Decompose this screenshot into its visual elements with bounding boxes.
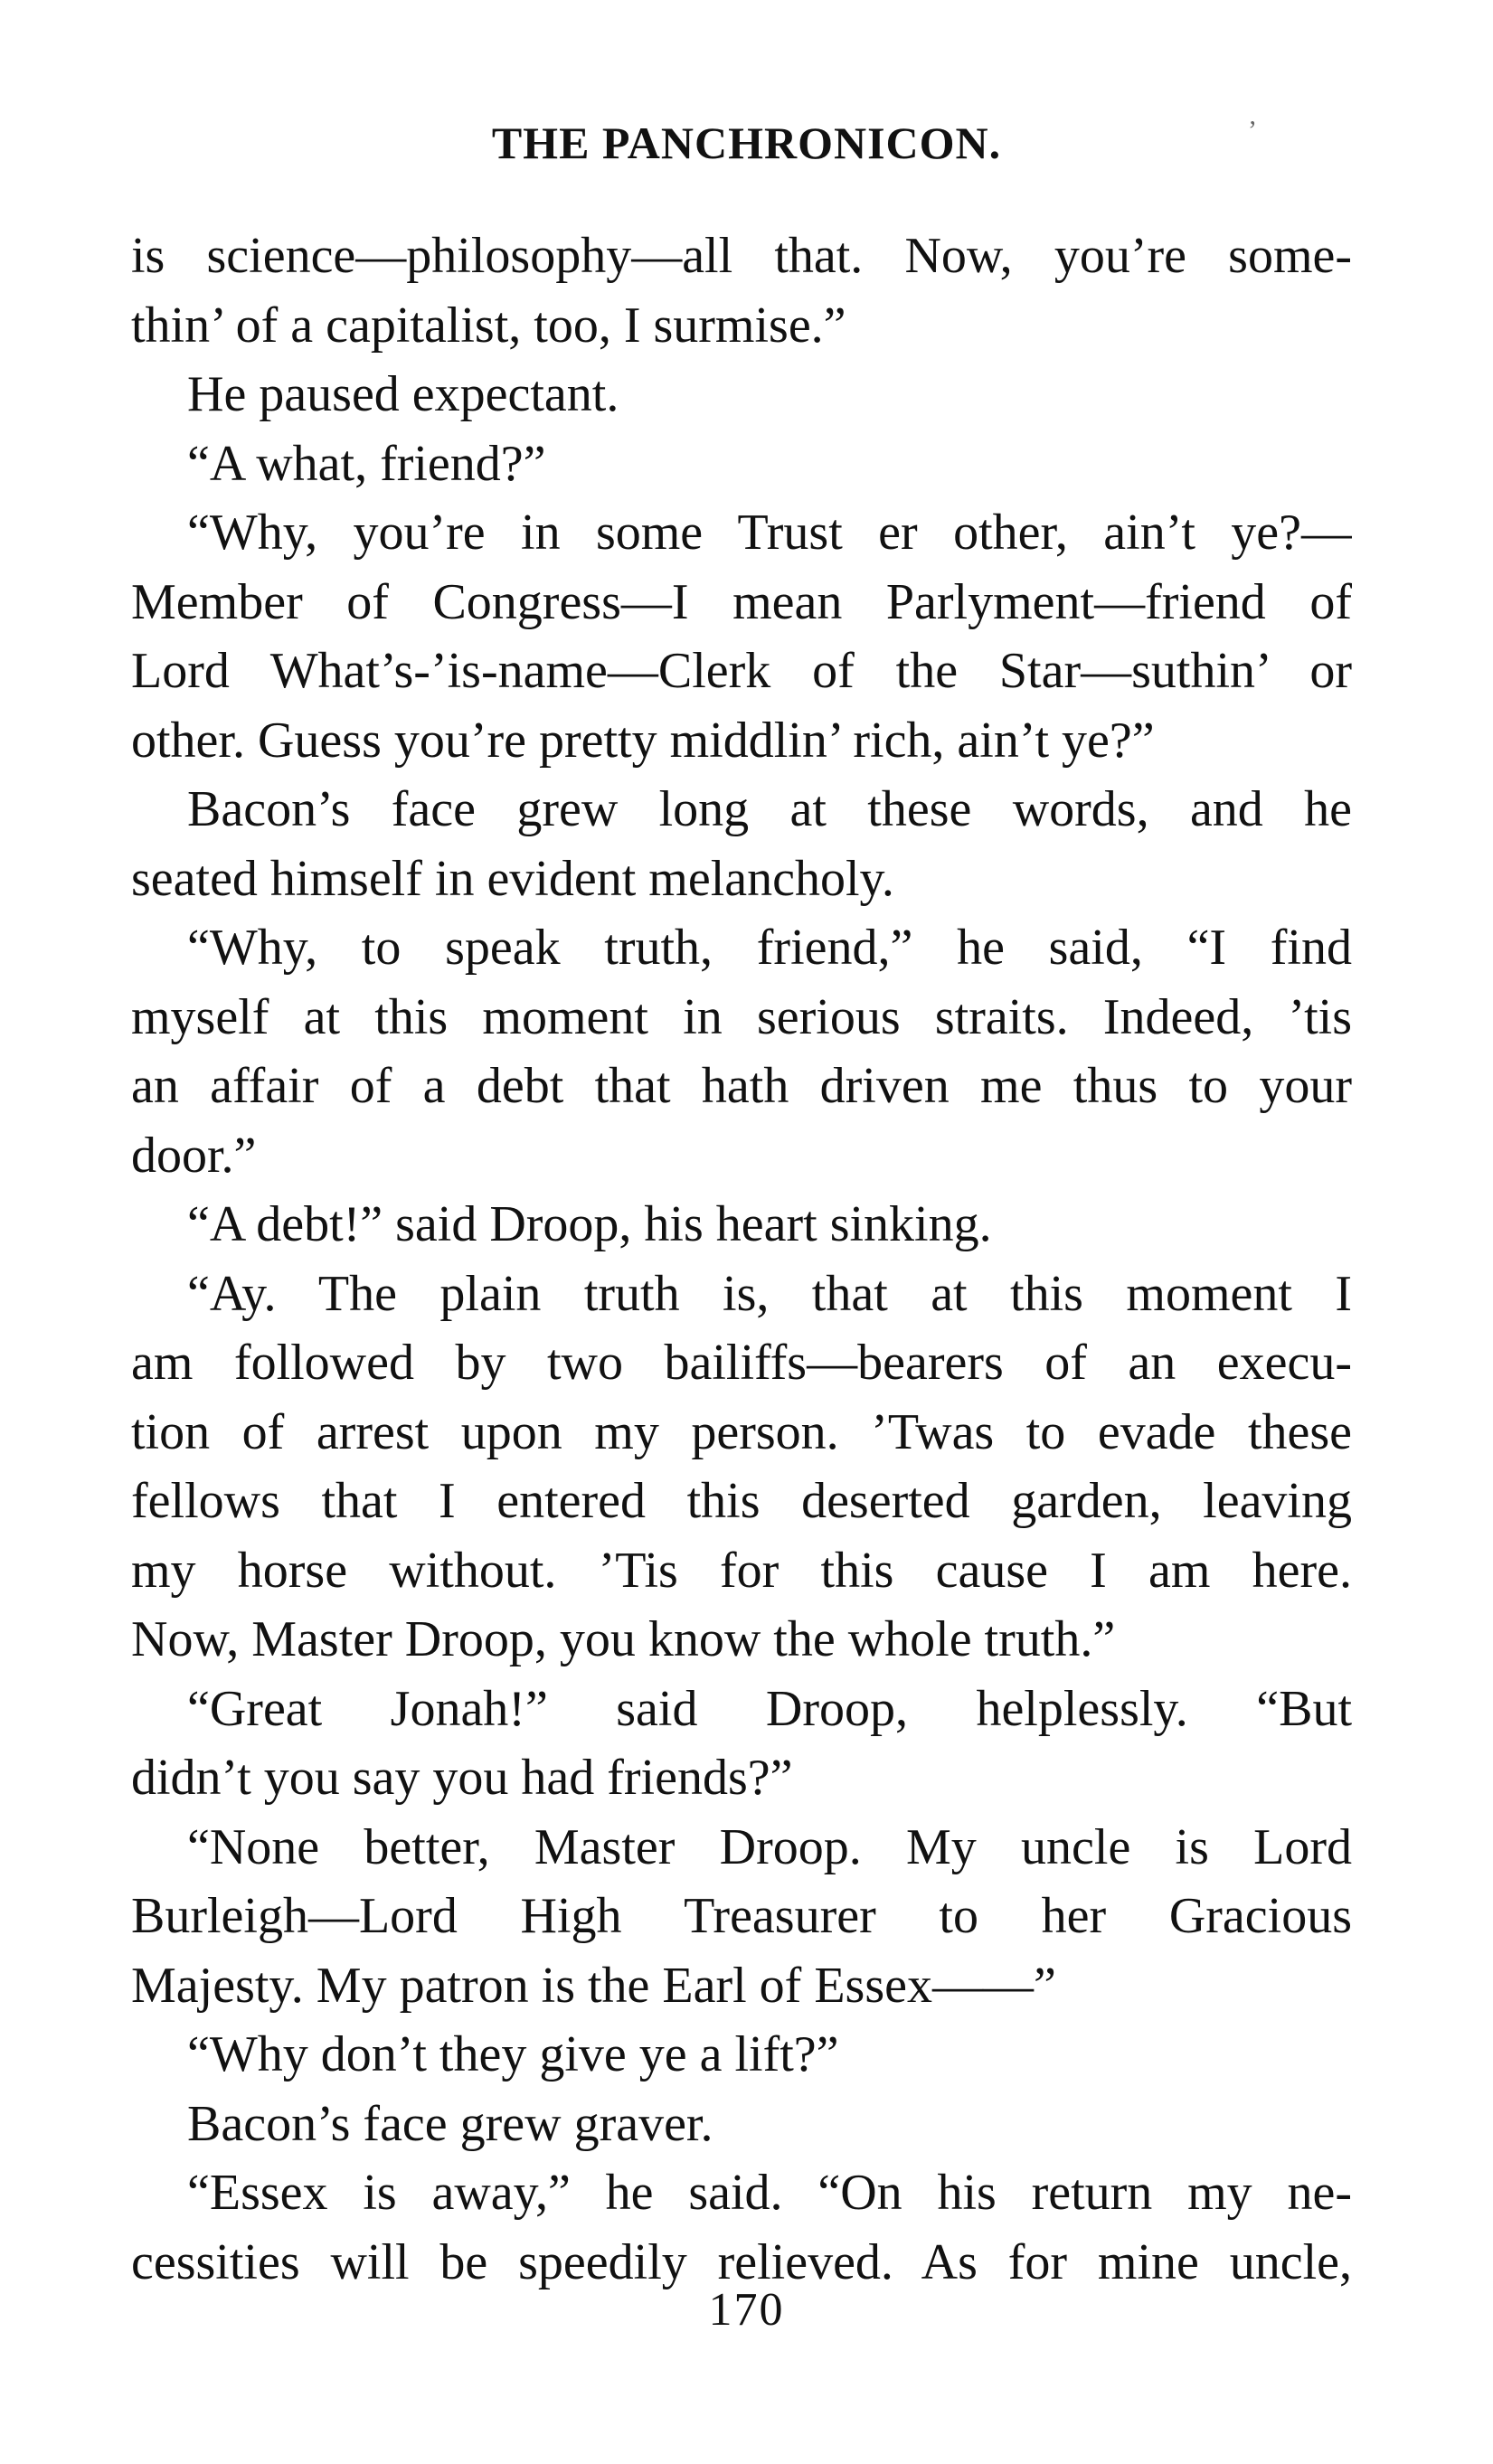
text-line: Burleigh—Lord High Treasurer to her Gracious bbox=[131, 1888, 1352, 1944]
text-line: “Why don’t they give ye a lift?” bbox=[187, 2026, 839, 2082]
text-line: Bacon’s face grew long at these words, and he bbox=[187, 781, 1352, 837]
text-line: is science—philosophy—all that. Now, you’re some- bbox=[131, 228, 1352, 284]
text-line: cessities will be speedily relieved. As for mine uncle, bbox=[131, 2233, 1352, 2290]
text-line: “Ay. The plain truth is, that at this moment I bbox=[187, 1265, 1352, 1322]
text-line: door.” bbox=[131, 1127, 257, 1184]
running-head: THE PANCHRONICON. bbox=[491, 118, 1002, 168]
text-line: my horse without. ’Tis for this cause I am here. bbox=[131, 1542, 1352, 1599]
text-line: “Great Jonah!” said Droop, helplessly. “But bbox=[187, 1680, 1352, 1737]
text-line: tion of arrest upon my person. ’Twas to evade these bbox=[131, 1403, 1352, 1460]
text-line: “A what, friend?” bbox=[187, 435, 546, 492]
text-line: Majesty. My patron is the Earl of Essex——” bbox=[131, 1957, 1056, 2014]
text-line: “A debt!” said Droop, his heart sinking. bbox=[187, 1196, 992, 1252]
page-number: 170 bbox=[708, 2284, 785, 2336]
body-text bbox=[131, 222, 1352, 2297]
text-line: an affair of a debt that hath driven me thus to your bbox=[131, 1058, 1352, 1114]
text-line: thin’ of a capitalist, too, I surmise.” bbox=[131, 297, 846, 354]
text-line: Now, Master Droop, you know the whole truth.” bbox=[131, 1611, 1116, 1667]
text-line: “Why, to speak truth, friend,” he said, “I find bbox=[187, 920, 1352, 976]
text-line: am followed by two bailiffs—bearers of an execu- bbox=[131, 1335, 1352, 1391]
text-line: “None better, Master Droop. My uncle is Lord bbox=[187, 1818, 1352, 1875]
text-line: didn’t you say you had friends?” bbox=[131, 1750, 793, 1806]
text-line: Bacon’s face grew graver. bbox=[187, 2095, 713, 2152]
text-line: other. Guess you’re pretty middlin’ rich, ain’t ye?” bbox=[131, 712, 1155, 769]
text-line: fellows that I entered this deserted garden, leaving bbox=[131, 1473, 1352, 1529]
text-line: Member of Congress—I mean Parlyment—friend of bbox=[131, 573, 1352, 630]
text-line: myself at this moment in serious straits. Indeed, ’tis bbox=[131, 988, 1352, 1045]
text-line: “Why, you’re in some Trust er other, ain’t ye?— bbox=[187, 505, 1352, 561]
text-line: He paused expectant. bbox=[187, 366, 619, 422]
text-line: Lord What’s-’is-name—Clerk of the Star—suthin’ or bbox=[131, 643, 1352, 699]
text-line: “Essex is away,” he said. “On his return my ne- bbox=[187, 2165, 1352, 2221]
stray-mark: ʼ bbox=[1248, 116, 1257, 146]
text-line: seated himself in evident melancholy. bbox=[131, 850, 894, 907]
